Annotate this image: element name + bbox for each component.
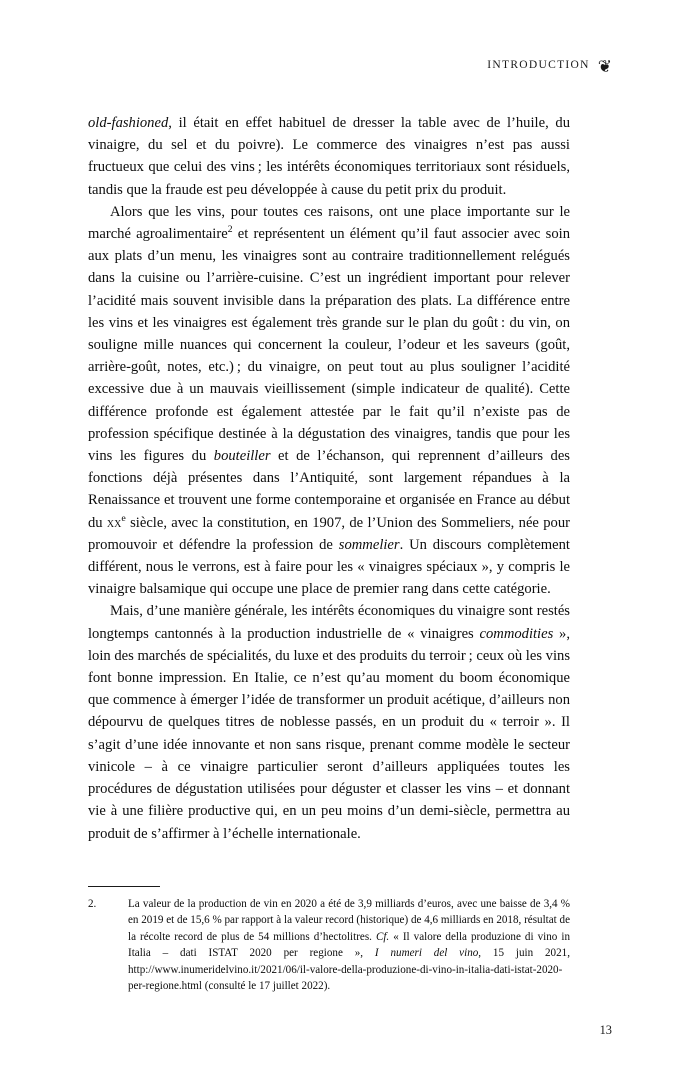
paragraph-1: old-fashioned, il était en effet habituel de dresser la table avec de l’huile, du vinaigre, du sel et du poivre). Le commerce des vinaigres n’est pas aussi fructueux que celui des vins ; les intérêts économiques territoriaux sont résiduels, tandis que la fraude est peu développée à cause du petit prix du produit. (88, 115, 570, 198)
footnote-area (88, 886, 570, 994)
footnote-number: 2. (88, 898, 97, 910)
paragraph-2: Alors que les vins, pour toutes ces raisons, ont une place importante sur le marché agroalimentaire$^2$ et représentent un élément qu’il faut associer avec soin aux plats d’un menu, les vinaigres sont au contraire traditionnellement relégués dans la cuisine ou l’arrière-cuisine. C’est un ingrédient important pour relever l’acidité mais souvent invisible dans la préparation des plats. La différence entre les vins et les vinaigres est également très grande sur le plan du goût : du vin, on souligne mille nuances qui concernent la couleur, l’odeur et les saveurs (goût, arrière-goût, notes, etc.) ; du vinaigre, on peut tout au plus souligner l’acidité excessive due à un mauvais vieillissement (simple indicateur de qualité). Cette différence profonde est également attestée par le fait qu’il n’existe pas de profession spécifique destinée à la dégustation des vinaigres, tandis que pour les vins les figures du bouteiller et de l’échanson, qui reprennent d’ailleurs des fonctions déjà présentes dans l’Antiquité, sont largement répandues à la Renaissance et trouvent une forme contemporaine et organisée en France au début du $xx^e$ siècle, avec la constitution, en 1907, de l’Union des Sommeliers, née pour promouvoir et défendre la profession de sommelier. Un discours complètement différent, nous le verrons, est à faire pour les « vinaigres spéciaux », y compris le vinaigre balsamique qui occupe une place de premier rang dans cette catégorie. (88, 203, 570, 598)
footnote-separator-rule (88, 886, 160, 887)
body-text (88, 112, 570, 845)
running-head-label: INTRODUCTION (487, 58, 590, 71)
running-header (487, 56, 612, 76)
paragraph-3: Mais, d’une manière générale, les intérêts économiques du vinaigre sont restés longtemps cantonnés à la production industrielle de « vinaigres commodities », loin des marchés de spécialités, du luxe et des produits du terroir ; ceux où les vins font bonne impression. En Italie, ce n’est qu’au moment du boom économique que commence à émerger l’idée de transformer un produit acétique, d’ailleurs non dépourvu de quelques titres de noblesse passés, en un produit du « terroir ». Il s’agit d’une idée innovante et non sans risque, prenant comme modèle le secteur vinicole – à ce vinaigre particulier seront d’ailleurs appliquées toutes les procédures de dégustation utilisées pour déguster et classer les vins – et donnant vie à une filière productive qui, en un peu moins d’un demi-siècle, permettra au produit de s’affirmer à l’échelle internationale. (88, 603, 570, 842)
flourish-ornament-icon: ❦ (597, 57, 612, 76)
page-number: 13 (599, 1023, 612, 1037)
footnote-item (88, 896, 570, 994)
footnote-text: La valeur de la production de vin en 2020 a été de 3,9 milliards d’euros, avec une baisse de 3,4 % en 2019 et de 15,6 % par rapport à la valeur record (historique) de 4,6 milliards en 2018, résultat de la récolte record de plus de 54 millions d’hectolitres. Cf. « Il valore della produzione di vino in Italia – dati ISTAT 2020 per regione », I numeri del vino, 15 juin 2021, http://www.inumeridelvino.it/2021/06/il-valore-della-produzione-di-vino-in-italia-dati-istat-2020-per-regione.html (consulté le 17 juillet 2022). (128, 898, 570, 993)
